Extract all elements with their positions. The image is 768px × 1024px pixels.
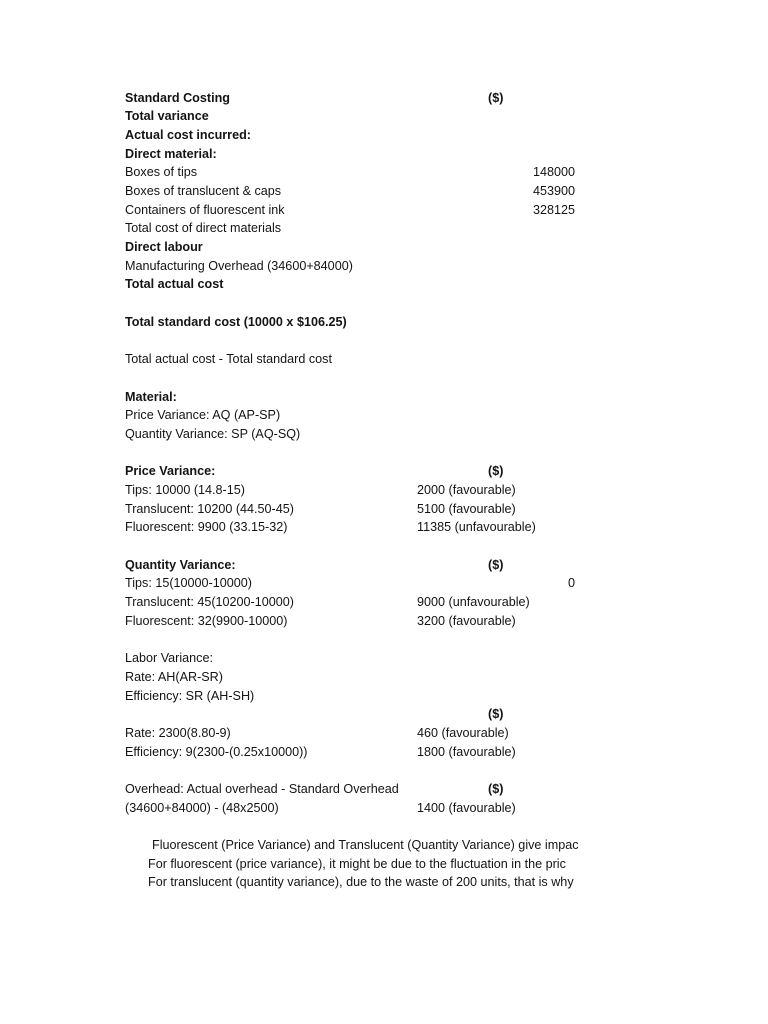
variance-calc-label: Tips: 10000 (14.8-15): [125, 483, 245, 498]
manufacturing-overhead-label: Manufacturing Overhead (34600+84000): [125, 258, 353, 273]
variance-calc-label: Tips: 15(10000-10000): [125, 576, 252, 591]
actual-cost-heading-row: [125, 126, 577, 145]
material-heading-row: [125, 388, 577, 407]
total-variance-row: [125, 107, 577, 126]
currency-label: ($): [488, 464, 504, 479]
total-actual-cost-row: [125, 275, 577, 294]
sheet-title: Standard Costing: [125, 90, 230, 105]
labor-efficiency-formula: Efficiency: SR (AH-SH): [125, 688, 255, 703]
spacer: [125, 817, 577, 836]
spacer: [125, 444, 577, 463]
difference-row: [125, 350, 577, 369]
variance-result: 9000 (unfavourable): [417, 595, 530, 610]
quantity-variance-row: [125, 593, 577, 612]
total-actual-cost-label: Total actual cost: [125, 277, 224, 292]
variance-result: 2000 (favourable): [417, 483, 516, 498]
material-cost-value: 328125: [532, 202, 575, 217]
variance-calc-label: Translucent: 45(10200-10000): [125, 595, 294, 610]
labor-currency-row: [125, 705, 577, 724]
spacer: [125, 369, 577, 388]
labor-rate-formula: Rate: AH(AR-SR): [125, 669, 223, 684]
spacer: [125, 332, 577, 351]
labor-rate-formula-row: [125, 668, 577, 687]
variance-calc-label: Fluorescent: 32(9900-10000): [125, 613, 288, 628]
material-cost-row: [125, 201, 577, 220]
variance-calc-label: (34600+84000) - (48x2500): [125, 800, 279, 815]
actual-cost-heading: Actual cost incurred:: [125, 127, 251, 142]
quantity-variance-heading-row: [125, 556, 577, 575]
price-variance-row: [125, 518, 577, 537]
currency-label: ($): [488, 557, 504, 572]
variance-calc-label: Efficiency: 9(2300-(0.25x10000)): [125, 744, 308, 759]
note-row: [125, 873, 577, 892]
manufacturing-overhead-row: [125, 257, 577, 276]
direct-material-total-label: Total cost of direct materials: [125, 221, 282, 236]
standard-costing-sheet: [125, 89, 577, 893]
quantity-variance-formula: Quantity Variance: SP (AQ-SQ): [125, 426, 301, 441]
price-variance-row: [125, 481, 577, 500]
note-row: [125, 855, 577, 874]
currency-label: ($): [488, 782, 504, 797]
material-cost-row: [125, 163, 577, 182]
material-cost-value: 148000: [532, 165, 575, 180]
material-cost-label: Boxes of translucent & caps: [125, 184, 282, 199]
total-standard-cost-label: Total standard cost (10000 x $106.25): [125, 314, 347, 329]
quantity-variance-row: [125, 612, 577, 631]
material-cost-value: 453900: [532, 184, 575, 199]
price-variance-heading: Price Variance:: [125, 464, 216, 479]
total-variance-label: Total variance: [125, 109, 209, 124]
difference-label: Total actual cost - Total standard cost: [125, 352, 332, 367]
variance-calc-label: Fluorescent: 9900 (33.15-32): [125, 520, 288, 535]
variance-calc-label: Translucent: 10200 (44.50-45): [125, 501, 294, 516]
quantity-formula-row: [125, 425, 577, 444]
variance-result: 460 (favourable): [417, 725, 509, 740]
overhead-heading-row: [125, 780, 577, 799]
labor-variance-row: [125, 724, 577, 743]
analysis-note: Fluorescent (Price Variance) and Translucent (Quantity Variance) give impac: [152, 838, 579, 853]
material-cost-label: Containers of fluorescent ink: [125, 202, 285, 217]
spacer: [125, 761, 577, 780]
direct-material-heading-row: [125, 145, 577, 164]
quantity-variance-heading: Quantity Variance:: [125, 557, 236, 572]
note-row: [125, 836, 577, 855]
overhead-heading: Overhead: Actual overhead - Standard Overhead: [125, 782, 399, 797]
total-standard-cost-row: [125, 313, 577, 332]
variance-result: 5100 (favourable): [417, 501, 516, 516]
variance-result: 0: [567, 576, 575, 591]
material-cost-row: [125, 182, 577, 201]
direct-material-total-row: [125, 219, 577, 238]
direct-labour-label: Direct labour: [125, 240, 203, 255]
spacer: [125, 537, 577, 556]
direct-material-heading: Direct material:: [125, 146, 217, 161]
analysis-note: For translucent (quantity variance), due to the waste of 200 units, that is why: [148, 875, 574, 890]
material-cost-label: Boxes of tips: [125, 165, 198, 180]
variance-result: 3200 (favourable): [417, 613, 516, 628]
price-variance-heading-row: [125, 462, 577, 481]
price-formula-row: [125, 406, 577, 425]
quantity-variance-row: [125, 574, 577, 593]
material-heading: Material:: [125, 389, 177, 404]
overhead-variance-row: [125, 799, 577, 818]
price-variance-row: [125, 500, 577, 519]
spacer: [125, 294, 577, 313]
spacer: [125, 631, 577, 650]
variance-result: 1400 (favourable): [417, 800, 516, 815]
currency-label: ($): [488, 707, 504, 722]
labor-variance-row: [125, 743, 577, 762]
labor-efficiency-formula-row: [125, 687, 577, 706]
header-row: [125, 89, 577, 108]
variance-calc-label: Rate: 2300(8.80-9): [125, 725, 231, 740]
price-variance-formula: Price Variance: AQ (AP-SP): [125, 408, 281, 423]
labor-variance-heading: Labor Variance:: [125, 651, 213, 666]
variance-result: 11385 (unfavourable): [417, 520, 536, 535]
labor-variance-heading-row: [125, 649, 577, 668]
variance-result: 1800 (favourable): [417, 744, 516, 759]
direct-labour-row: [125, 238, 577, 257]
analysis-note: For fluorescent (price variance), it might be due to the fluctuation in the pric: [148, 856, 566, 871]
currency-label: ($): [488, 90, 504, 105]
